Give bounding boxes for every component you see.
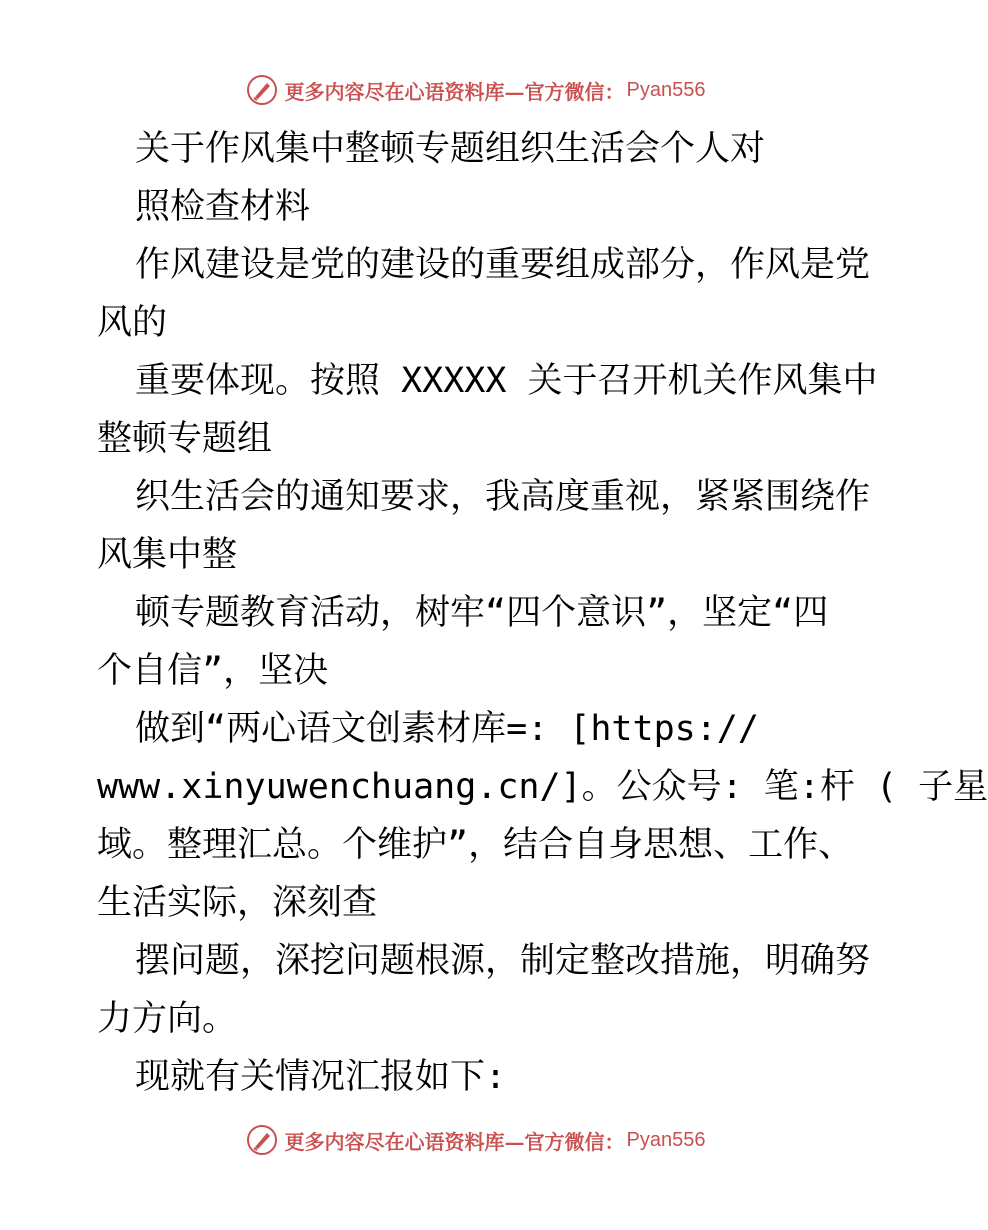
banner-wechat-id: Pyan556 (626, 1128, 706, 1151)
paragraph-line: 风集中整 (97, 535, 238, 575)
paragraph-line: 力方向。 (97, 999, 238, 1039)
paragraph-line: 风的 (97, 303, 168, 343)
banner-wechat-id: Pyan556 (626, 78, 706, 101)
pen-nib-logo-icon (245, 1123, 279, 1157)
banner-text: 更多内容尽在心语资料库—官方微信： (284, 1129, 625, 1154)
banner-text: 更多内容尽在心语资料库—官方微信： (284, 79, 625, 104)
paragraph-line: 摆问题，深挖问题根源，制定整改措施，明确努 (135, 941, 871, 981)
paragraph-line: 重要体现。按照 XXXXX 关于召开机关作风集中 (135, 361, 878, 401)
paragraph-line: www.xinyuwenchuang.cn/]。公众号: 笔:杆 ( 子星 (97, 767, 988, 807)
paragraph-line: 个自信”，坚决 (97, 651, 329, 691)
paragraph-line: 做到“两心语文创素材库=: [https:// (135, 709, 759, 749)
paragraph-line: 域。整理汇总。个维护”，结合自身思想、工作、 (97, 825, 854, 865)
paragraph-line: 现就有关情况汇报如下: (135, 1057, 507, 1097)
document-body (97, 120, 988, 1106)
footer-watermark-banner (0, 1120, 950, 1160)
pen-nib-logo-icon (245, 73, 279, 107)
title-line-1: 关于作风集中整顿专题组织生活会个人对 (135, 129, 766, 169)
paragraph-line: 整顿专题组 (97, 419, 273, 459)
paragraph-line: 作风建设是党的建设的重要组成部分，作风是党 (135, 245, 871, 285)
paragraph-line: 织生活会的通知要求，我高度重视，紧紧围绕作 (135, 477, 871, 517)
paragraph-line: 生活实际，深刻查 (97, 883, 378, 923)
paragraph-line: 顿专题教育活动，树牢“四个意识”，坚定“四 (135, 593, 829, 633)
title-line-2: 照检查材料 (135, 187, 311, 227)
header-watermark-banner (0, 70, 950, 110)
